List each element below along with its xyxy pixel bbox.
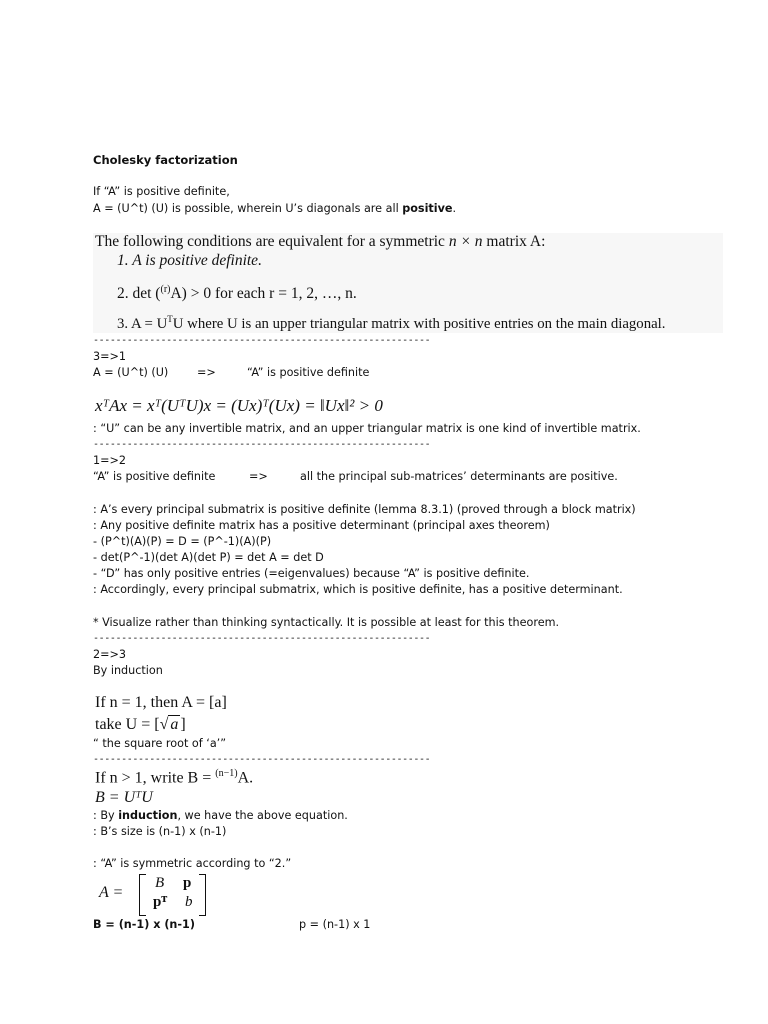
s12-line-1: : A’s every principal submatrix is positive definite (lemma 8.3.1) (proved through a block matrix) [93,503,636,516]
divider: ------------------------------------------------------------ [93,754,431,765]
s31-note: : “U” can be any invertible matrix, and an upper triangular matrix is one kind of invertible matrix. [93,422,641,435]
s12-line-6: : Accordingly, every principal submatrix, which is positive definite, has a positive determinant. [93,583,623,596]
s12-line-4: - det(P^-1)(det A)(det P) = det A = det D [93,551,324,564]
matrix-entry-p: p [183,875,192,891]
s23-math-2: take U = [√ a ] [95,716,186,733]
section-3-1-heading: 3=>1 [93,350,126,363]
s23-note-1: : By induction, we have the above equation. [93,809,348,822]
matrix-entry-pT: pᵀ [153,894,168,910]
matrix-entry-B: B [155,875,165,891]
s23-math-4: B = UᵀU [95,789,153,806]
s23-sqrt-note: “ the square root of ‘a’” [93,737,227,750]
theorem-item-3: 3. $A = U^TU$ where U is an upper triangular matrix with positive entries on the main diagonal. [117,314,666,332]
s31-left: A = (U^t) (U) [93,366,169,379]
divider: ------------------------------------------------------------ [93,335,431,346]
s12-line-5: - “D” has only positive entries (=eigenvalues) because “A” is positive definite. [93,567,530,580]
s23-note-2: : B’s size is (n-1) x (n-1) [93,825,227,838]
s12-line-3: - (P^t)(A)(P) = D = (P^-1)(A)(P) [93,535,272,548]
s12-arrow: => [249,470,268,483]
theorem-heading: The following conditions are equivalent for a symmetric n × n matrix A: [95,233,546,250]
intro-line-1: If “A” is positive definite, [93,185,230,198]
intro-line-2: A = (U^t) (U) is possible, wherein U’s diagonals are all positive. [93,202,457,215]
theorem-box [93,233,723,333]
matrix-lhs: A = [99,884,124,901]
s31-right: “A” is positive definite [247,366,370,379]
s12-line-2: : Any positive definite matrix has a positive determinant (principal axes theorem) [93,519,550,532]
right-bracket [199,874,206,916]
s23-math-3: If n > 1, write B = $^{(n-1)}$A. [95,768,254,787]
page-title: Cholesky factorization [93,153,238,167]
s23-footer-left: B = (n-1) x (n-1) [93,918,195,931]
s23-math-1: If n = 1, then A = [a] [95,694,227,711]
theorem-item-2: 2. det ($^{(r)}$A) > 0 for each r = 1, 2, …, n. [117,284,357,303]
divider: ------------------------------------------------------------ [93,633,431,644]
section-2-3-heading: 2=>3 [93,648,126,661]
theorem-item-1: 1. A is positive definite. [117,252,262,269]
block-matrix [95,872,215,918]
s31-arrow: => [197,366,216,379]
s31-equation: xᵀAx = xᵀ(UᵀU)x = (Ux)ᵀ(Ux) = ‖Ux‖² > 0 [95,396,383,415]
left-bracket [139,874,146,916]
s23-footer-right: p = (n-1) x 1 [299,918,371,931]
s12-line-7: * Visualize rather than thinking syntactically. It is possible at least for this theorem. [93,616,560,629]
divider: ------------------------------------------------------------ [93,439,431,450]
s12-right: all the principal sub-matrices’ determinants are positive. [300,470,618,483]
matrix-entry-b: b [185,894,193,910]
s23-note-3: : “A” is symmetric according to “2.” [93,857,292,870]
s12-left: “A” is positive definite [93,470,216,483]
s23-subheading: By induction [93,664,163,677]
section-1-2-heading: 1=>2 [93,454,126,467]
